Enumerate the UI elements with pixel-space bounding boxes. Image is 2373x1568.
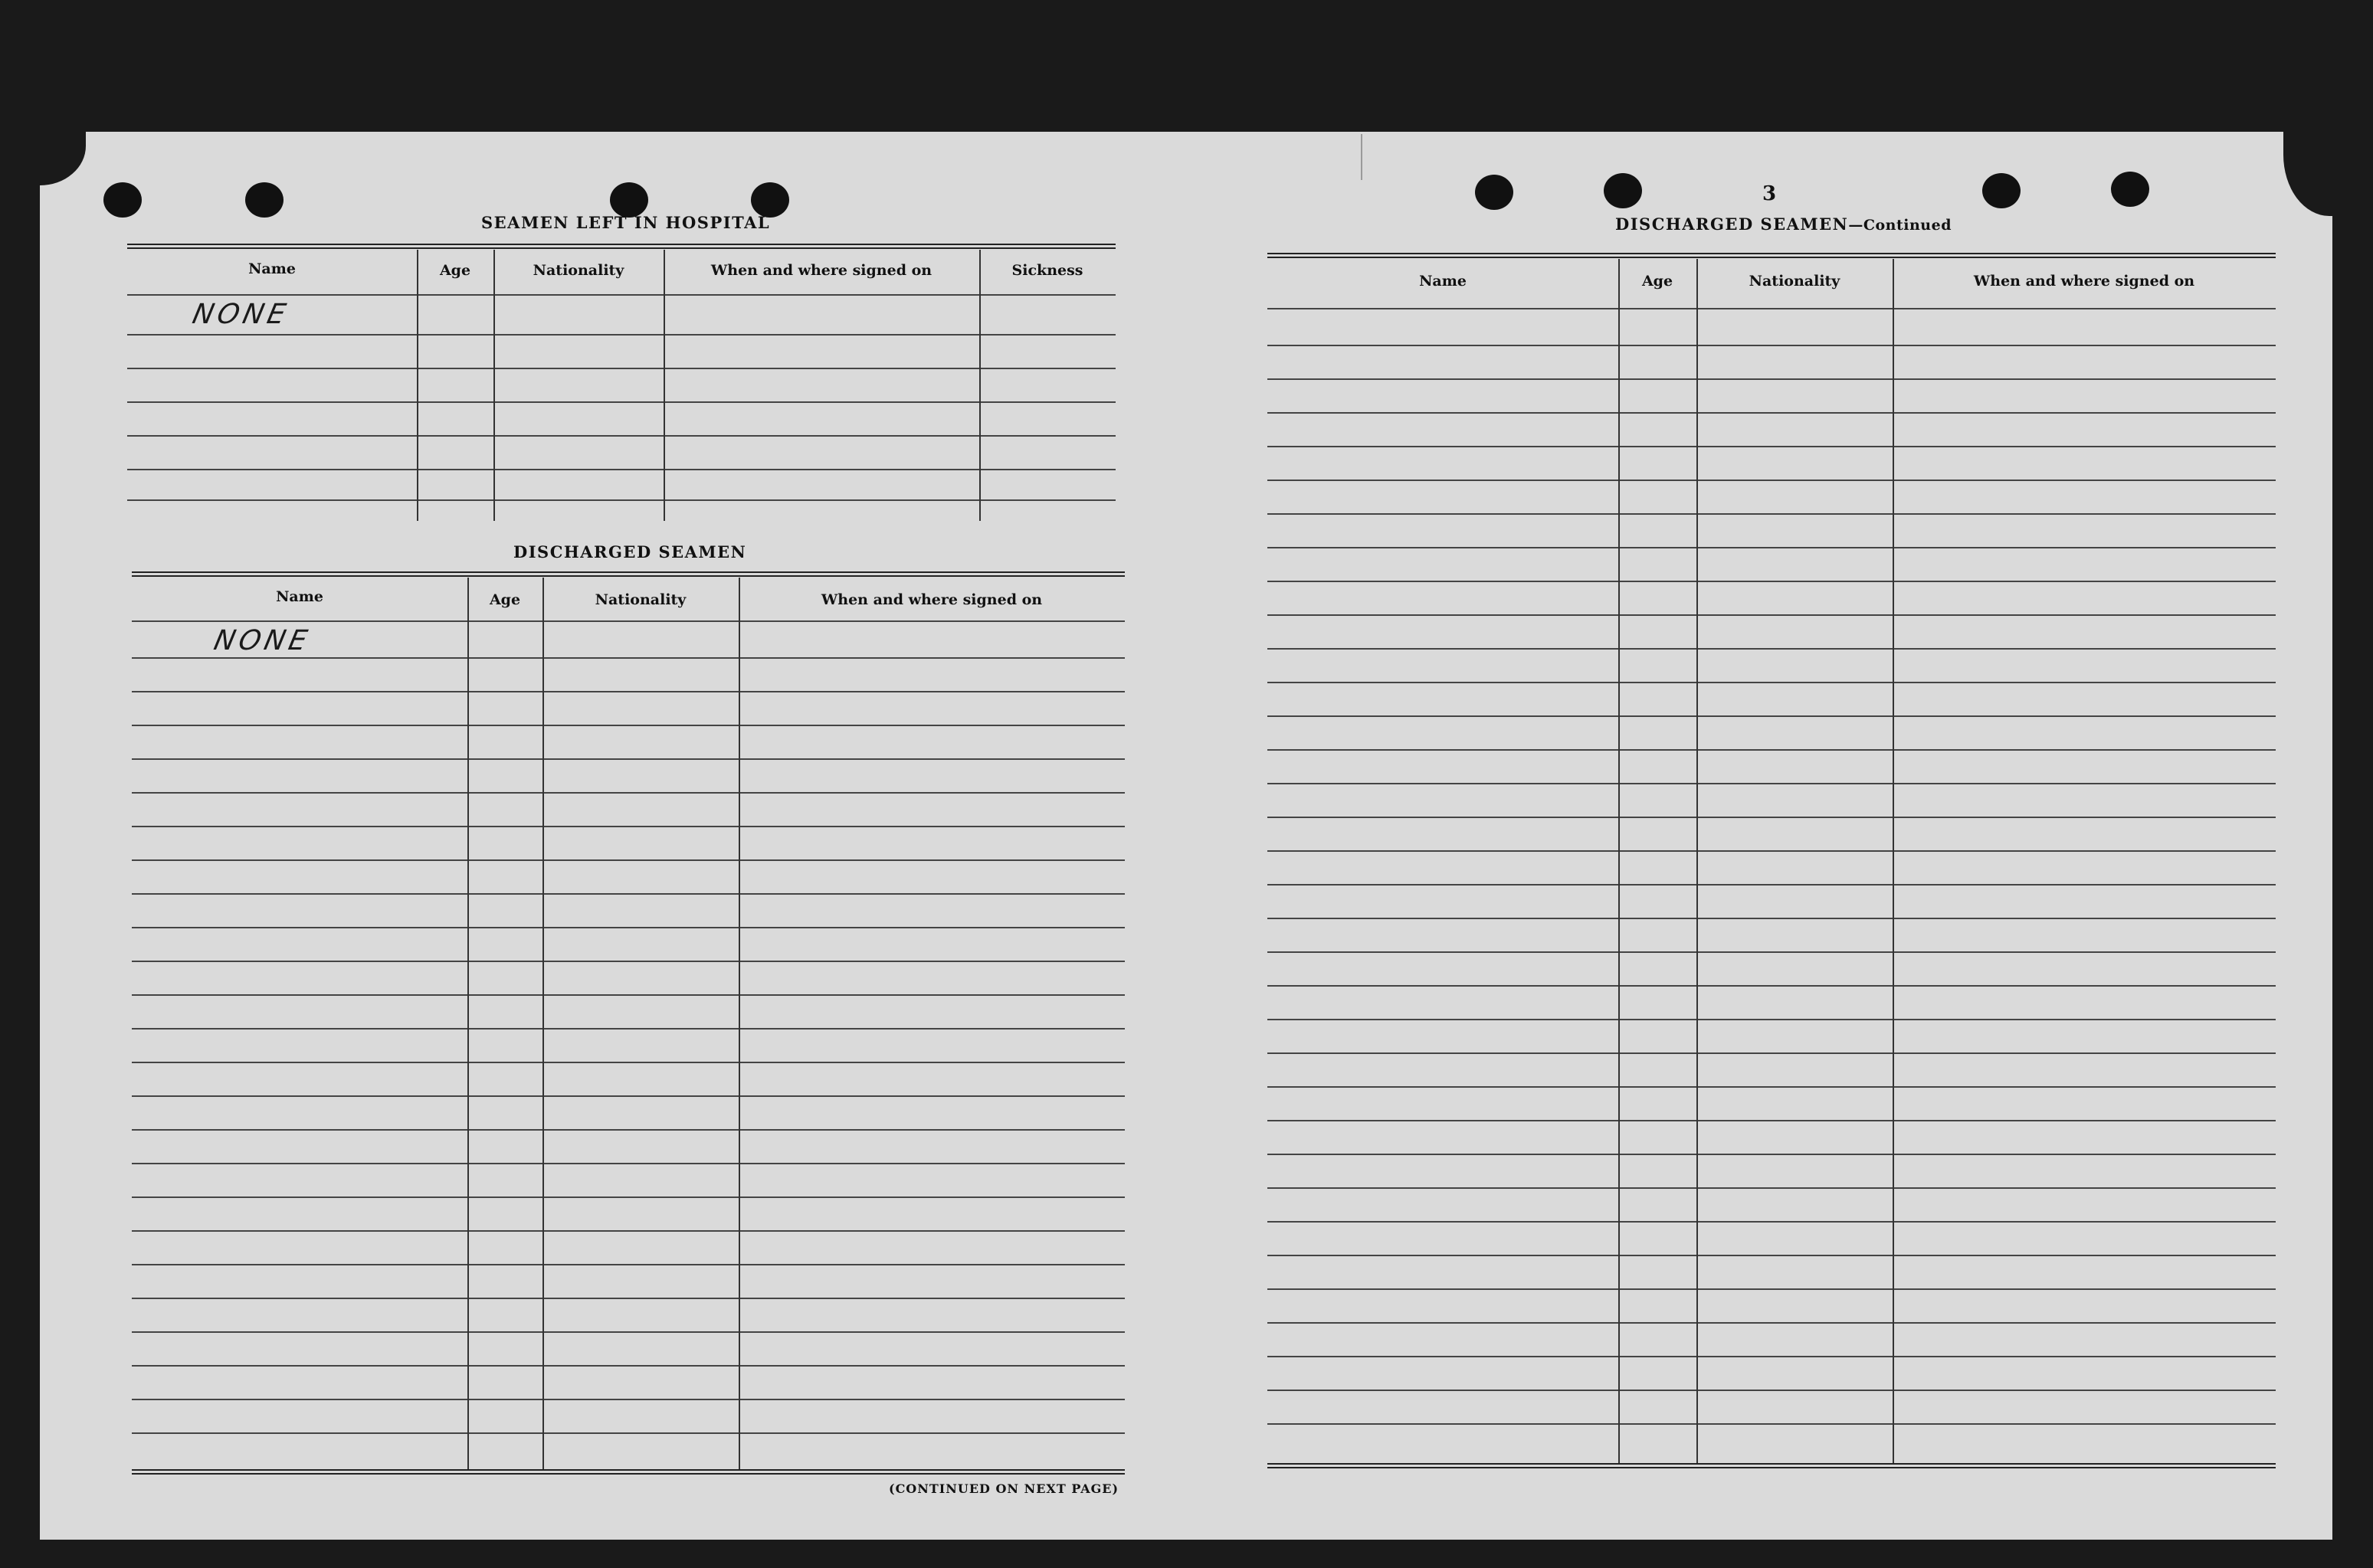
discharged-continued-title-suffix: —Continued	[1848, 217, 1952, 234]
discharged-continued-title-main: DISCHARGED SEAMEN	[1615, 214, 1849, 234]
discharged-table	[132, 571, 1125, 1477]
discharged-col-when-where: When and where signed on	[821, 591, 1043, 608]
punch-hole	[103, 182, 142, 218]
punch-hole	[2111, 172, 2149, 207]
hospital-col-age: Age	[439, 262, 471, 279]
continued-col-nationality: Nationality	[1749, 273, 1840, 290]
discharged-col-name: Name	[276, 588, 323, 605]
discharged-col-age: Age	[489, 591, 521, 608]
hospital-col-when-where: When and where signed on	[710, 262, 932, 279]
hospital-entry-handwritten: NONE	[189, 299, 293, 330]
hospital-col-name: Name	[248, 260, 296, 277]
hospital-col-sickness: Sickness	[1011, 262, 1083, 279]
punch-hole	[1982, 173, 2021, 208]
page-fold	[1361, 134, 1362, 180]
continued-col-age: Age	[1641, 273, 1673, 290]
continued-col-when-where: When and where signed on	[1973, 273, 2195, 290]
discharged-section-title: DISCHARGED SEAMEN	[513, 542, 747, 561]
page-number: 3	[1762, 182, 1777, 205]
punch-hole	[245, 182, 284, 218]
hospital-col-nationality: Nationality	[533, 262, 624, 279]
hospital-section-title: SEAMEN LEFT IN HOSPITAL	[481, 213, 771, 232]
continued-col-name: Name	[1419, 273, 1467, 290]
discharged-continued-title	[1615, 214, 1952, 234]
punch-hole	[1604, 173, 1642, 208]
discharged-col-nationality: Nationality	[595, 591, 687, 608]
continued-note: (CONTINUED ON NEXT PAGE)	[889, 1481, 1119, 1496]
punch-hole	[1475, 175, 1513, 210]
hospital-table	[127, 244, 1116, 527]
discharged-entry-handwritten: NONE	[211, 625, 314, 656]
discharged-continued-table	[1267, 253, 2276, 1478]
